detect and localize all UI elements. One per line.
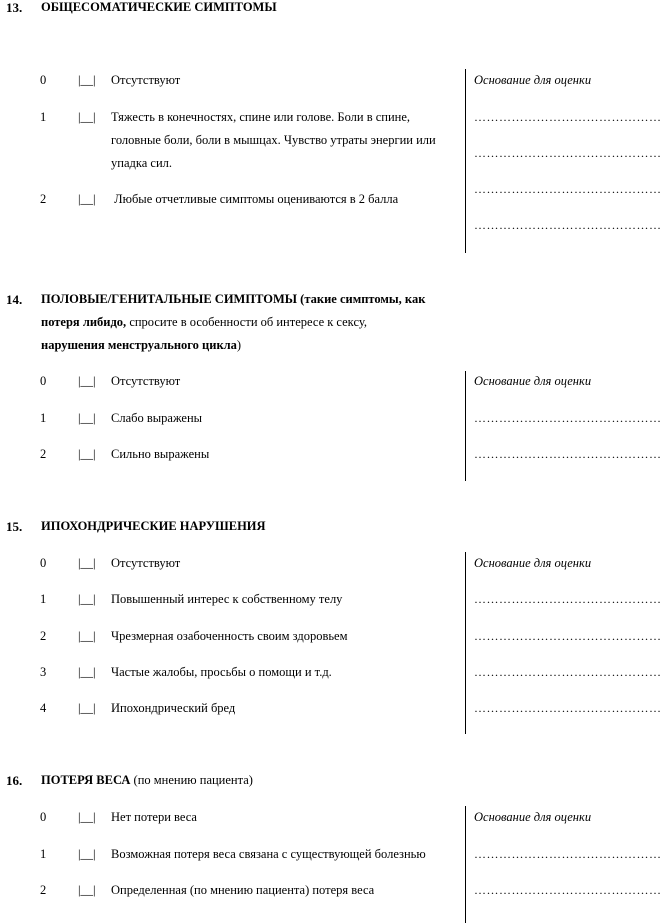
section-title: ОБЩЕСОМАТИЧЕСКИЕ СИМПТОМЫ [41,0,277,14]
option-label: Чрезмерная озабоченность своим здоровьем [111,629,348,643]
basis-field[interactable]: ……………………………………… [474,592,662,606]
score-0: 0 [40,374,47,388]
basis-field[interactable]: ……………………………………… [474,665,662,679]
option-label: Повышенный интерес к собственному телу [111,592,343,606]
option-label: Частые жалобы, просьбы о помощи и т.д. [111,665,332,679]
basis-label: Основание для оценки [474,556,592,570]
option-label: Возможная потеря веса связана с существующей болезнью [111,847,426,861]
score-0: 0 [40,556,47,570]
option-label: Определенная (по мнению пациента) потеря веса [111,883,375,897]
score-2: 2 [40,883,47,897]
checkbox-0[interactable]: |__| [78,810,96,824]
section-title [41,773,253,788]
section-title: ИПОХОНДРИЧЕСКИЕ НАРУШЕНИЯ [41,519,266,533]
checkbox-1[interactable]: |__| [78,847,96,861]
score-2: 2 [40,192,47,206]
basis-field[interactable]: ……………………………………… [474,701,662,715]
basis-field[interactable]: ……………………………………… [474,847,662,861]
divider-line [465,806,466,923]
section-title-line2 [41,315,367,330]
option-label: Нет потери веса [111,810,197,824]
option-label: Ипохондрический бред [111,701,236,715]
basis-field[interactable]: ……………………………………… [474,146,662,160]
checkbox-2[interactable]: |__| [78,192,96,206]
option-label: Тяжесть в конечностях, спине или голове. Боли в спине, [111,110,411,124]
checkbox-0[interactable]: |__| [78,73,96,87]
section-title-line3 [41,338,241,353]
score-4: 4 [40,701,47,715]
divider-line [465,69,466,253]
score-1: 1 [40,592,47,606]
score-0: 0 [40,810,47,824]
basis-field[interactable]: ……………………………………… [474,883,662,897]
checkbox-4[interactable]: |__| [78,701,96,715]
section-title [41,292,425,307]
score-1: 1 [40,110,47,124]
option-label: Сильно выражены [111,447,210,461]
option-label: Отсутствуют [111,374,181,388]
score-3: 3 [40,665,47,679]
title-normal: (по мнению пациента) [130,773,253,787]
basis-field[interactable]: ……………………………………… [474,110,662,124]
checkbox-1[interactable]: |__| [78,110,96,124]
option-label: головные боли, боли в мышцах. Чувство утраты энергии или [111,133,436,147]
basis-field[interactable]: ……………………………………… [474,182,662,196]
option-label: упадка сил. [111,156,173,170]
title-normal: ) [236,338,242,352]
checkbox-3[interactable]: |__| [78,665,96,679]
score-2: 2 [40,629,47,643]
divider-line [465,371,466,481]
option-label: Любые отчетливые симптомы оцениваются в 2 балла [111,192,399,206]
basis-field[interactable]: ……………………………………… [474,447,662,461]
basis-label: Основание для оценки [474,810,592,824]
title-bold: потеря либидо, [41,315,127,329]
checkbox-1[interactable]: |__| [78,592,96,606]
checkbox-0[interactable]: |__| [78,556,96,570]
basis-field[interactable]: ……………………………………… [474,629,662,643]
title-normal: спросите в особенности об интересе к сексу, [126,315,367,329]
basis-field[interactable]: ……………………………………… [474,218,662,232]
checkbox-1[interactable]: |__| [78,411,96,425]
title-bold: ПОТЕРЯ ВЕСА [41,773,131,787]
title-bold: нарушения менструального цикла [41,338,237,352]
section-number: 15. [6,519,23,534]
score-1: 1 [40,411,47,425]
score-2: 2 [40,447,47,461]
score-0: 0 [40,73,47,87]
option-label: Отсутствуют [111,556,181,570]
title-bold-tail: (такие симптомы, как [297,292,426,306]
checkbox-2[interactable]: |__| [78,883,96,897]
section-number: 14. [6,292,23,307]
score-1: 1 [40,847,47,861]
divider-line [465,552,466,734]
checkbox-2[interactable]: |__| [78,447,96,461]
section-number: 13. [6,0,23,15]
title-bold: ПОЛОВЫЕ/ГЕНИТАЛЬНЫЕ СИМПТОМЫ [41,292,298,306]
option-label: Отсутствуют [111,73,181,87]
checkbox-2[interactable]: |__| [78,629,96,643]
basis-field[interactable]: ……………………………………… [474,411,662,425]
checkbox-0[interactable]: |__| [78,374,96,388]
option-label: Слабо выражены [111,411,203,425]
section-number: 16. [6,773,23,788]
basis-label: Основание для оценки [474,73,592,87]
basis-label: Основание для оценки [474,374,592,388]
